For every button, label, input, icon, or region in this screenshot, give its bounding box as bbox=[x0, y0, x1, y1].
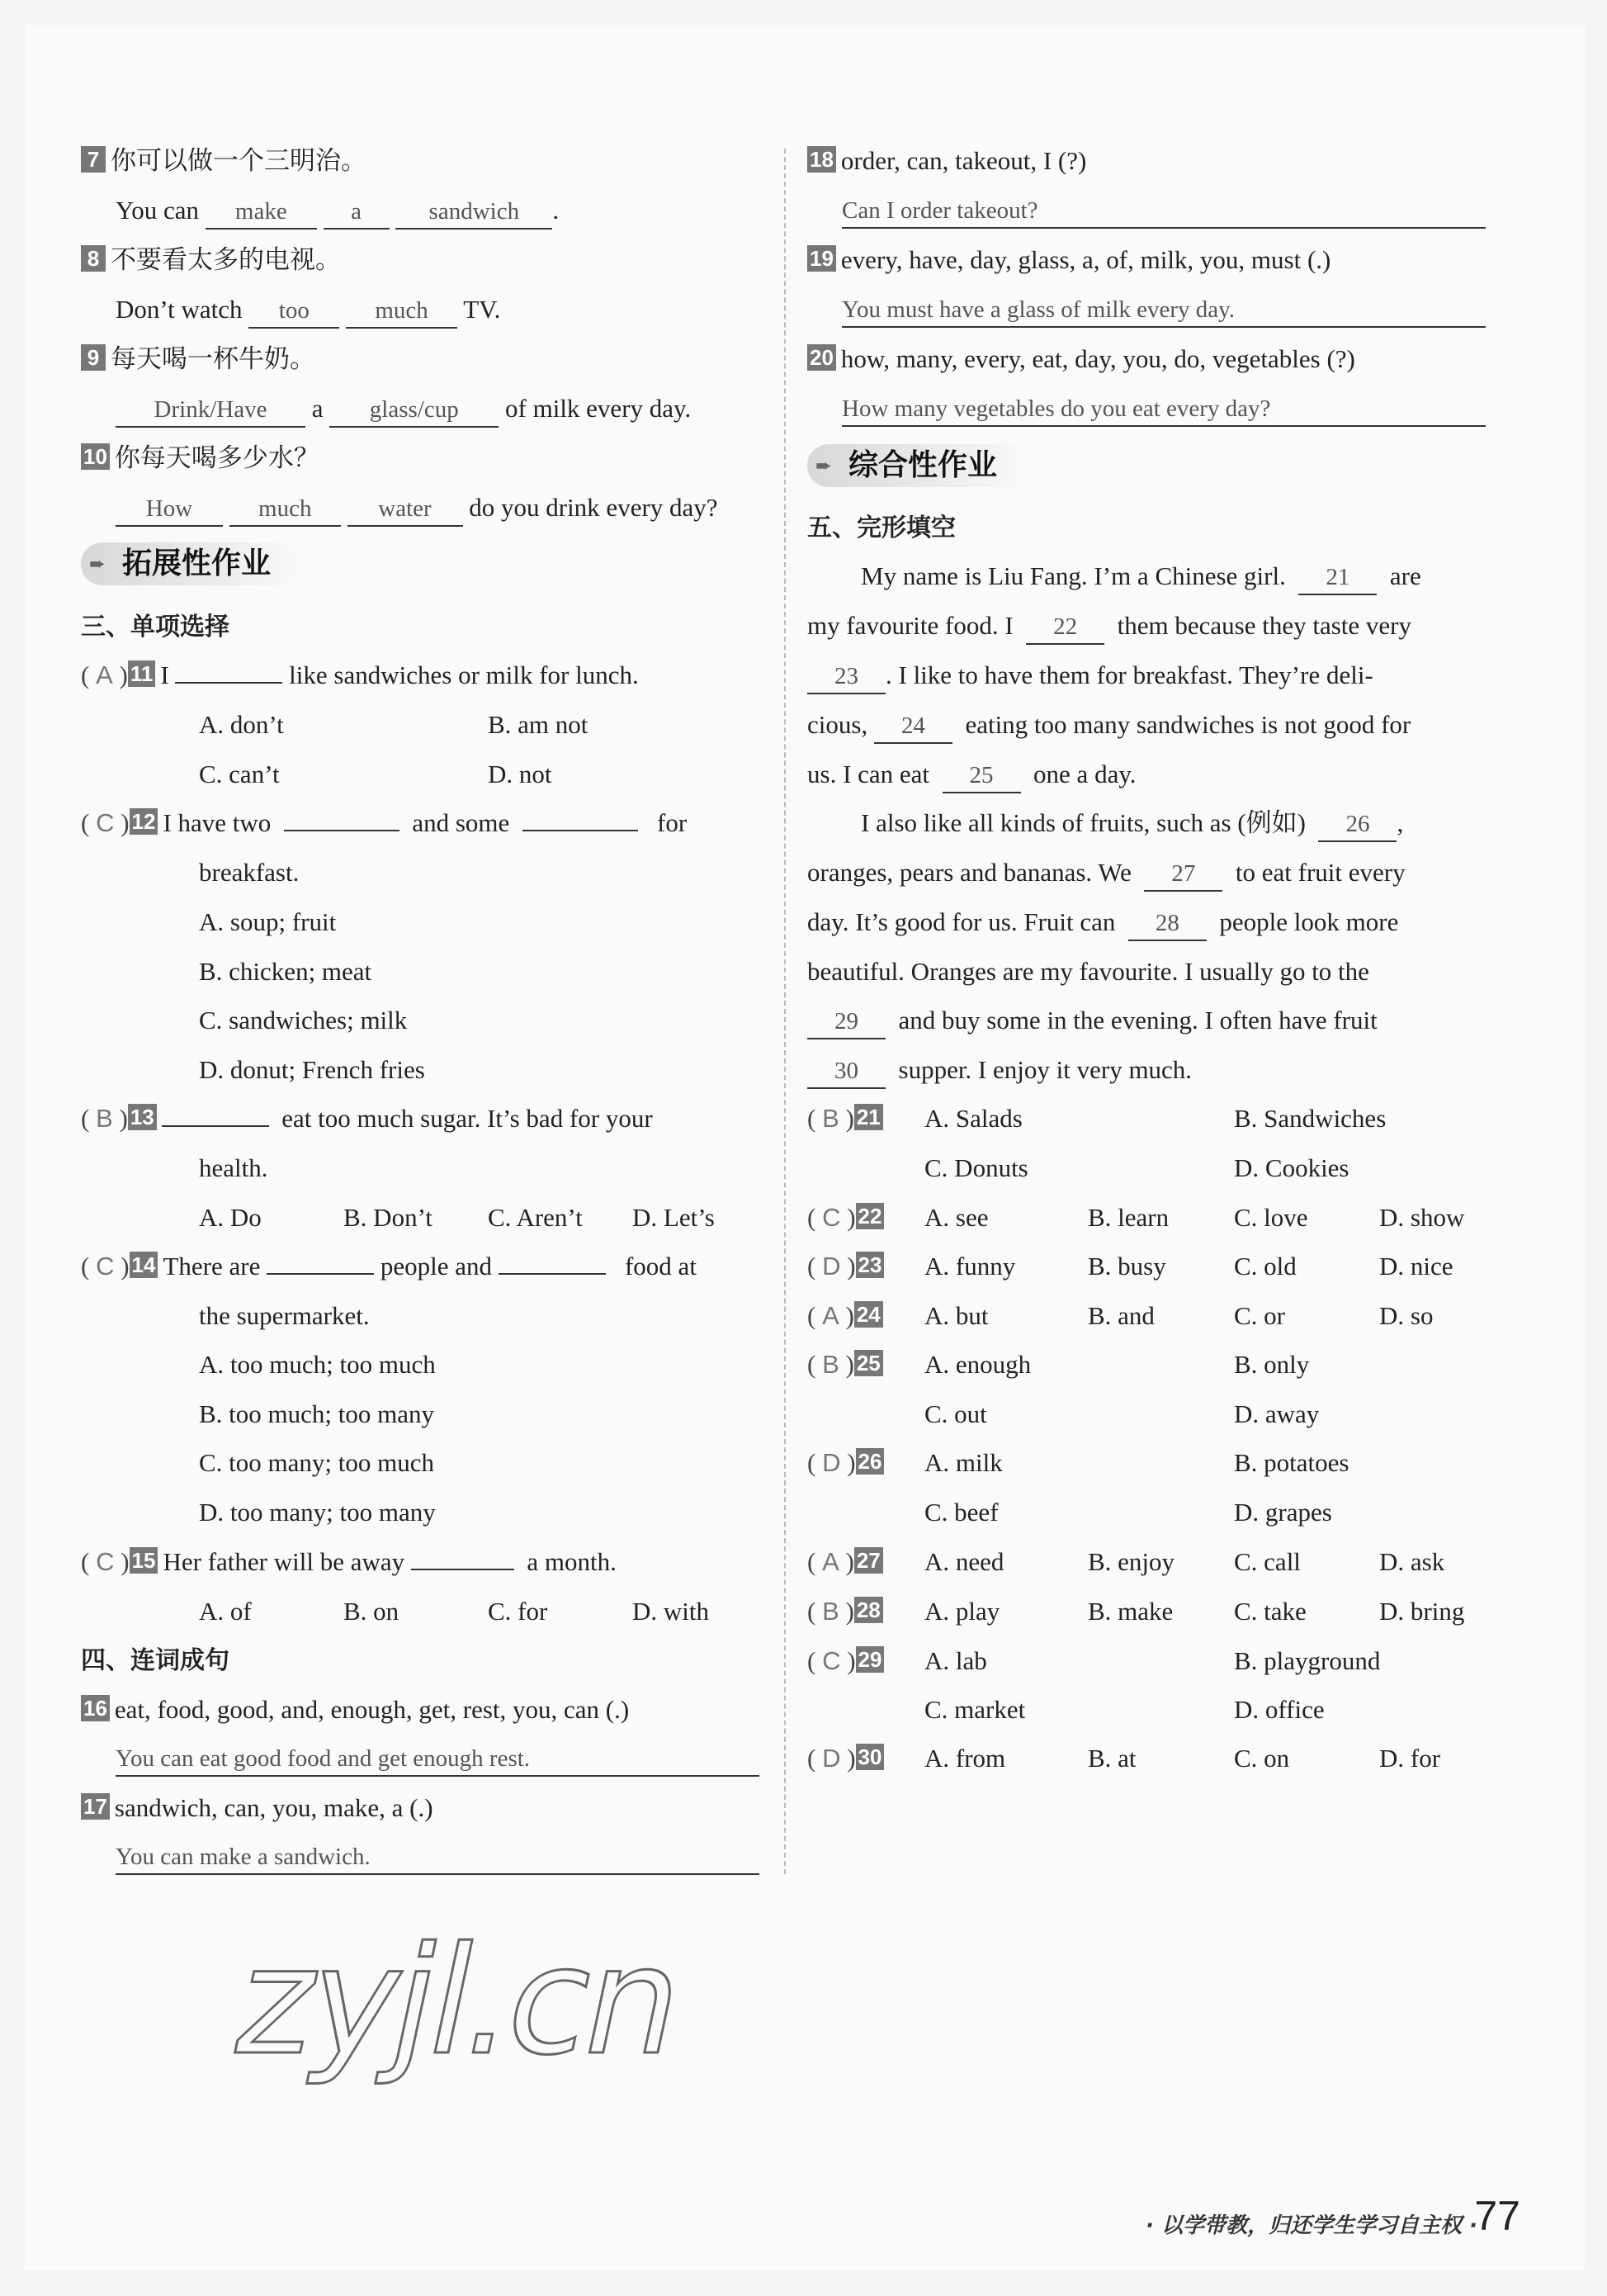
q9-number: 9 bbox=[81, 344, 106, 371]
blank-27: 27 bbox=[1144, 857, 1222, 892]
q17-prompt bbox=[81, 1792, 433, 1825]
q21-option-b[interactable]: B. Sandwiches bbox=[1234, 1104, 1387, 1133]
q14-number: 14 bbox=[130, 1252, 158, 1278]
q21-number: 21 bbox=[854, 1104, 883, 1130]
q22-row: ( C ) 22 bbox=[807, 1201, 889, 1234]
column-divider bbox=[784, 149, 786, 1874]
blank-28: 28 bbox=[1128, 907, 1207, 941]
q29-number: 29 bbox=[856, 1646, 885, 1673]
q25-option-a[interactable]: A. enough bbox=[924, 1350, 1032, 1379]
q13-number: 13 bbox=[128, 1104, 157, 1130]
q14-continuation: the supermarket. bbox=[199, 1301, 370, 1330]
arrow-icon: ➨ bbox=[89, 552, 106, 575]
q14-option-c[interactable]: C. too many; too much bbox=[199, 1448, 435, 1477]
passage-line-3 bbox=[807, 659, 1373, 694]
q8-text: Don’t watch bbox=[116, 295, 243, 324]
q25-row: ( B ) 25 bbox=[807, 1348, 888, 1381]
q25-number: 25 bbox=[854, 1350, 883, 1376]
q28-number: 28 bbox=[854, 1597, 883, 1623]
q15-blank bbox=[411, 1569, 514, 1570]
q8-blank-1[interactable]: too bbox=[248, 294, 339, 329]
q13-post: eat too much sugar. It’s bad for your bbox=[281, 1104, 653, 1133]
q16-prompt bbox=[81, 1693, 629, 1726]
passage-text: . I like to have them for breakfast. They’re deli- bbox=[886, 660, 1373, 689]
q27-option-c[interactable]: C. call bbox=[1234, 1547, 1301, 1576]
q9-blank-2[interactable]: glass/cup bbox=[329, 393, 499, 428]
q9-answer-line bbox=[116, 392, 691, 428]
q30-option-a[interactable]: A. from bbox=[924, 1744, 1006, 1773]
q12-post: for bbox=[657, 808, 688, 837]
q11-post: like sandwiches or milk for lunch. bbox=[289, 660, 639, 689]
q18-words: order, can, takeout, I (?) bbox=[840, 146, 1087, 175]
q27-row: ( A ) 27 bbox=[807, 1546, 888, 1579]
q18-answer[interactable]: Can I order takeout? bbox=[842, 194, 1486, 229]
blank-25: 25 bbox=[943, 759, 1021, 793]
q12-answer[interactable]: C bbox=[96, 808, 115, 837]
q7-end: . bbox=[552, 196, 560, 225]
q11-option-d[interactable]: D. not bbox=[488, 760, 552, 788]
passage-line-6 bbox=[861, 807, 1403, 842]
q24-option-a[interactable]: A. but bbox=[924, 1301, 989, 1330]
q8-end: TV. bbox=[463, 295, 501, 324]
passage-text: people look more bbox=[1219, 907, 1399, 936]
q11-pre: I bbox=[160, 660, 169, 689]
section-title-comprehensive: 综合性作业 bbox=[848, 448, 998, 482]
q25-option-b[interactable]: B. only bbox=[1234, 1350, 1310, 1379]
q24-option-b[interactable]: B. and bbox=[1088, 1301, 1155, 1330]
passage-text: My name is Liu Fang. I’m a Chinese girl. bbox=[861, 561, 1286, 590]
q23-option-b[interactable]: B. busy bbox=[1088, 1252, 1166, 1281]
q19-words: every, have, day, glass, a, of, milk, you, must (.) bbox=[840, 245, 1331, 274]
q10-number: 10 bbox=[81, 443, 110, 470]
passage-line-10 bbox=[807, 1004, 1378, 1039]
q7-answer-line bbox=[116, 194, 559, 230]
passage-line-4 bbox=[807, 708, 1411, 744]
q15-pre: Her father will be away bbox=[163, 1547, 405, 1576]
q29-option-c[interactable]: C. market bbox=[924, 1695, 1026, 1724]
q22-option-d[interactable]: D. show bbox=[1379, 1203, 1465, 1232]
passage-text: I also like all kinds of fruits, such as (例如) bbox=[861, 808, 1306, 837]
q14-blank-2 bbox=[499, 1273, 606, 1275]
q15-option-d[interactable]: D. with bbox=[632, 1597, 709, 1626]
q29-option-b[interactable]: B. playground bbox=[1234, 1646, 1381, 1675]
q11-option-a[interactable]: A. don’t bbox=[199, 710, 284, 739]
q15-option-b[interactable]: B. on bbox=[343, 1597, 399, 1626]
q12-option-b[interactable]: B. chicken; meat bbox=[199, 957, 372, 986]
q10-blank-1[interactable]: How bbox=[116, 492, 223, 527]
blank-23: 23 bbox=[807, 660, 886, 694]
q8-blank-2[interactable]: much bbox=[346, 294, 457, 329]
q13-option-d[interactable]: D. Let’s bbox=[632, 1203, 715, 1232]
q26-answer[interactable]: D bbox=[822, 1448, 841, 1477]
q30-option-d[interactable]: D. for bbox=[1379, 1744, 1441, 1773]
q25-option-c[interactable]: C. out bbox=[924, 1399, 987, 1428]
passage-line-11 bbox=[807, 1053, 1192, 1089]
q11-answer[interactable]: A bbox=[96, 660, 113, 689]
q13-blank bbox=[162, 1125, 269, 1127]
q15-number: 15 bbox=[130, 1547, 158, 1574]
q12-mid: and some bbox=[412, 808, 510, 837]
q7-blank-2[interactable]: a bbox=[324, 195, 390, 230]
q23-row: ( D ) 23 bbox=[807, 1250, 889, 1283]
q7-blank-1[interactable]: make bbox=[206, 195, 317, 230]
q9-end: of milk every day. bbox=[505, 394, 692, 423]
q9-mid: a bbox=[311, 394, 324, 423]
q21-answer[interactable]: B bbox=[822, 1104, 839, 1133]
q13-answer[interactable]: B bbox=[96, 1104, 113, 1133]
q8-prompt bbox=[81, 244, 341, 277]
q7-chinese: 你可以做一个三明治。 bbox=[111, 146, 366, 175]
q30-option-b[interactable]: B. at bbox=[1088, 1744, 1137, 1773]
passage-text: supper. I enjoy it very much. bbox=[898, 1055, 1193, 1084]
q14-stem: ( C ) 14 There are people and food at bbox=[81, 1252, 697, 1281]
q15-answer[interactable]: C bbox=[96, 1547, 115, 1576]
q8-number: 8 bbox=[81, 245, 106, 272]
q15-stem: ( C ) 15 Her father will be away a month. bbox=[81, 1547, 617, 1576]
q27-option-a[interactable]: A. need bbox=[924, 1547, 1004, 1576]
q23-option-d[interactable]: D. nice bbox=[1379, 1252, 1453, 1281]
q21-option-c[interactable]: C. Donuts bbox=[924, 1153, 1028, 1182]
q27-answer[interactable]: A bbox=[822, 1547, 839, 1576]
passage-line-5 bbox=[807, 758, 1137, 793]
blank-24: 24 bbox=[874, 709, 952, 744]
q9-prompt bbox=[81, 343, 315, 376]
q16-words: eat, food, good, and, enough, get, rest, you, can (.) bbox=[114, 1695, 630, 1724]
passage-text: oranges, pears and bananas. We bbox=[807, 858, 1132, 887]
q12-option-d[interactable]: D. donut; French fries bbox=[199, 1055, 425, 1084]
arrow-icon: ➨ bbox=[815, 454, 833, 477]
q26-option-d[interactable]: D. grapes bbox=[1234, 1498, 1332, 1527]
q30-answer[interactable]: D bbox=[822, 1744, 841, 1773]
passage-line-1 bbox=[861, 560, 1421, 595]
passage-line-8 bbox=[807, 906, 1398, 941]
q20-prompt bbox=[807, 343, 1355, 376]
q10-end: do you drink every day? bbox=[469, 493, 718, 522]
blank-21: 21 bbox=[1298, 561, 1377, 595]
section-badge-comprehensive bbox=[807, 444, 1030, 487]
q16-answer[interactable]: You can eat good food and get enough rest. bbox=[116, 1742, 759, 1777]
q30-number: 30 bbox=[856, 1744, 885, 1770]
q22-answer[interactable]: C bbox=[822, 1203, 841, 1232]
q24-answer[interactable]: A bbox=[822, 1301, 839, 1330]
q12-continuation: breakfast. bbox=[199, 858, 300, 887]
passage-line-2 bbox=[807, 609, 1411, 645]
q7-blank-3[interactable]: sandwich bbox=[395, 195, 552, 230]
q22-number: 22 bbox=[856, 1203, 885, 1229]
q26-number: 26 bbox=[856, 1448, 885, 1475]
q22-option-b[interactable]: B. learn bbox=[1088, 1203, 1170, 1232]
q14-mid: people and bbox=[380, 1252, 492, 1281]
q23-option-a[interactable]: A. funny bbox=[924, 1252, 1016, 1281]
q14-blank-1 bbox=[267, 1273, 374, 1275]
q18-number: 18 bbox=[807, 146, 836, 173]
q28-option-b[interactable]: B. make bbox=[1088, 1597, 1174, 1626]
q26-option-a[interactable]: A. milk bbox=[924, 1448, 1003, 1477]
q26-option-b[interactable]: B. potatoes bbox=[1234, 1448, 1349, 1477]
passage-text: , bbox=[1397, 808, 1404, 837]
q10-answer-line bbox=[116, 491, 718, 527]
passage-text: eating too many sandwiches is not good for bbox=[965, 710, 1411, 739]
part4-title: 四、连词成句 bbox=[81, 1646, 229, 1675]
q24-option-c[interactable]: C. or bbox=[1234, 1301, 1285, 1330]
q27-option-d[interactable]: D. ask bbox=[1379, 1547, 1445, 1576]
q8-answer-line bbox=[116, 293, 500, 329]
blank-22: 22 bbox=[1026, 610, 1104, 645]
q23-option-c[interactable]: C. old bbox=[1234, 1252, 1297, 1281]
q11-number: 11 bbox=[128, 660, 156, 687]
q13-option-b[interactable]: B. Don’t bbox=[343, 1203, 432, 1232]
q29-option-a[interactable]: A. lab bbox=[924, 1646, 987, 1675]
section-title-extension: 拓展性作业 bbox=[122, 547, 272, 580]
q14-option-a[interactable]: A. too much; too much bbox=[199, 1350, 436, 1379]
q14-pre: There are bbox=[163, 1252, 261, 1281]
q15-option-c[interactable]: C. for bbox=[488, 1597, 548, 1626]
q7-prompt bbox=[81, 144, 366, 178]
q29-row: ( C ) 29 bbox=[807, 1645, 889, 1678]
passage-text: them because they taste very bbox=[1117, 611, 1412, 640]
q19-prompt bbox=[807, 244, 1331, 277]
passage-text: my favourite food. I bbox=[807, 611, 1014, 640]
q14-answer[interactable]: C bbox=[96, 1252, 115, 1281]
q27-option-b[interactable]: B. enjoy bbox=[1088, 1547, 1175, 1576]
passage-line-7 bbox=[807, 856, 1406, 892]
q21-option-a[interactable]: A. Salads bbox=[924, 1104, 1023, 1133]
footer-slogan: · 以学带教，归还学生学习自主权 · bbox=[1146, 2213, 1477, 2238]
q23-answer[interactable]: D bbox=[822, 1252, 841, 1281]
q30-row: ( D ) 30 bbox=[807, 1742, 889, 1775]
q28-row: ( B ) 28 bbox=[807, 1595, 888, 1628]
q10-prompt bbox=[81, 442, 319, 475]
q8-chinese: 不要看太多的电视。 bbox=[111, 245, 341, 274]
q29-option-d[interactable]: D. office bbox=[1234, 1695, 1325, 1724]
passage-text: to eat fruit every bbox=[1235, 858, 1406, 887]
q24-option-d[interactable]: D. so bbox=[1379, 1301, 1434, 1330]
q22-option-a[interactable]: A. see bbox=[924, 1203, 989, 1232]
q12-option-a[interactable]: A. soup; fruit bbox=[199, 907, 337, 936]
passage-text: are bbox=[1389, 561, 1421, 590]
passage-text: us. I can eat bbox=[807, 760, 930, 788]
q28-option-c[interactable]: C. take bbox=[1234, 1597, 1307, 1626]
q20-number: 20 bbox=[807, 344, 836, 371]
q21-row: ( B ) 21 bbox=[807, 1102, 888, 1135]
q20-answer[interactable]: How many vegetables do you eat every day? bbox=[842, 392, 1486, 427]
q18-prompt bbox=[807, 144, 1086, 178]
q7-number: 7 bbox=[81, 146, 106, 173]
q26-row: ( D ) 26 bbox=[807, 1446, 889, 1479]
q27-number: 27 bbox=[854, 1547, 883, 1574]
passage-text: cious, bbox=[807, 710, 868, 739]
q17-words: sandwich, can, you, make, a (.) bbox=[114, 1793, 433, 1822]
q13-option-a[interactable]: A. Do bbox=[199, 1203, 262, 1232]
q21-option-d[interactable]: D. Cookies bbox=[1234, 1153, 1349, 1182]
q26-option-c[interactable]: C. beef bbox=[924, 1498, 999, 1527]
q30-option-c[interactable]: C. on bbox=[1234, 1744, 1290, 1773]
q12-option-c[interactable]: C. sandwiches; milk bbox=[199, 1006, 408, 1034]
q13-stem: ( B ) 13 eat too much sugar. It’s bad for your bbox=[81, 1104, 653, 1133]
q23-number: 23 bbox=[856, 1252, 885, 1278]
blank-26: 26 bbox=[1318, 807, 1397, 842]
section-badge-extension bbox=[81, 542, 304, 585]
passage-text: day. It’s good for us. Fruit can bbox=[807, 907, 1116, 936]
blank-29: 29 bbox=[807, 1005, 886, 1039]
q17-answer[interactable]: You can make a sandwich. bbox=[116, 1840, 759, 1875]
q12-stem: ( C ) 12 I have two and some for bbox=[81, 808, 688, 837]
q12-blank-1 bbox=[284, 830, 399, 831]
blank-30: 30 bbox=[807, 1054, 886, 1089]
q17-number: 17 bbox=[81, 1793, 110, 1820]
q11-stem: ( A ) 11 I like sandwiches or milk for lunch. bbox=[81, 660, 639, 689]
q19-number: 19 bbox=[807, 245, 836, 272]
q12-pre: I have two bbox=[163, 808, 272, 837]
q10-chinese: 你每天喝多少水？ bbox=[114, 443, 319, 472]
passage-line-9: beautiful. Oranges are my favourite. I usually go to the bbox=[807, 957, 1369, 986]
page-number: 77 bbox=[1474, 2193, 1520, 2239]
q7-text: You can bbox=[116, 196, 200, 225]
q28-option-d[interactable]: D. bring bbox=[1379, 1597, 1465, 1626]
q11-blank bbox=[175, 682, 282, 684]
q22-option-c[interactable]: C. love bbox=[1234, 1203, 1308, 1232]
part3-title: 三、单项选择 bbox=[81, 613, 229, 641]
q29-answer[interactable]: C bbox=[822, 1646, 841, 1675]
q10-blank-3[interactable]: water bbox=[347, 492, 463, 527]
q12-blank-2 bbox=[522, 830, 638, 831]
q24-row: ( A ) 24 bbox=[807, 1299, 888, 1333]
q25-option-d[interactable]: D. away bbox=[1234, 1399, 1320, 1428]
q28-option-a[interactable]: A. play bbox=[924, 1597, 1000, 1626]
workbook-page bbox=[25, 25, 1585, 2270]
q28-answer[interactable]: B bbox=[822, 1597, 839, 1626]
q10-blank-2[interactable]: much bbox=[229, 492, 341, 527]
passage-text: and buy some in the evening. I often have fruit bbox=[898, 1006, 1378, 1034]
q16-number: 16 bbox=[81, 1695, 110, 1721]
q15-post: a month. bbox=[527, 1547, 617, 1576]
q20-words: how, many, every, eat, day, you, do, vegetables (?) bbox=[840, 344, 1355, 373]
watermark-logo: zyjl.cn bbox=[220, 1915, 695, 2088]
q13-option-c[interactable]: C. Aren’t bbox=[488, 1203, 583, 1232]
q11-option-c[interactable]: C. can’t bbox=[199, 760, 280, 788]
part5-title: 五、完形填空 bbox=[807, 514, 956, 542]
q13-continuation: health. bbox=[199, 1153, 268, 1182]
q11-option-b[interactable]: B. am not bbox=[488, 710, 588, 739]
q9-blank-1[interactable]: Drink/Have bbox=[116, 393, 305, 428]
q24-number: 24 bbox=[854, 1301, 883, 1328]
q25-answer[interactable]: B bbox=[822, 1350, 839, 1379]
q14-option-d[interactable]: D. too many; too many bbox=[199, 1498, 436, 1527]
q14-post: food at bbox=[624, 1252, 697, 1281]
q12-number: 12 bbox=[130, 808, 158, 835]
q14-option-b[interactable]: B. too much; too many bbox=[199, 1399, 435, 1428]
q19-answer[interactable]: You must have a glass of milk every day. bbox=[842, 293, 1486, 328]
q15-option-a[interactable]: A. of bbox=[199, 1597, 252, 1626]
q9-chinese: 每天喝一杯牛奶。 bbox=[111, 344, 315, 373]
passage-text: one a day. bbox=[1033, 760, 1137, 788]
